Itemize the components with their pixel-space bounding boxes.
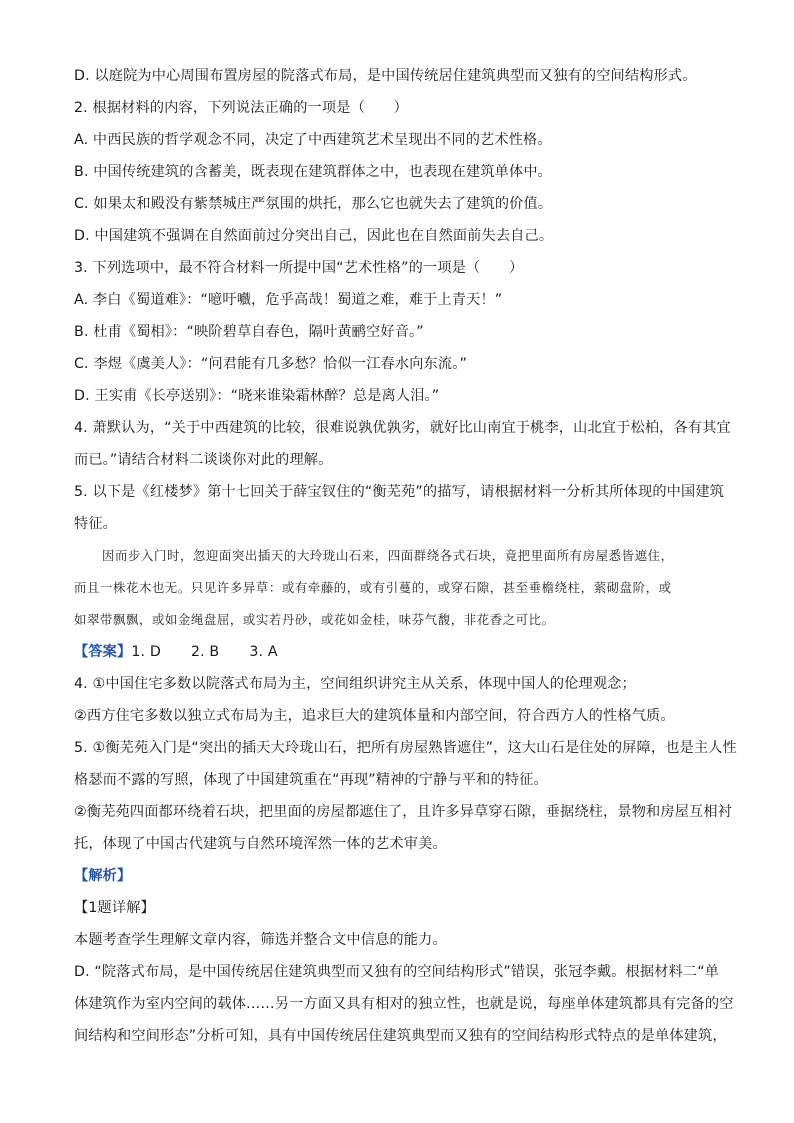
analysis-line: D. “院落式布局，是中国传统居住建筑典型而又独有的空间结构形式”错误，张冠李戴。根据材料二“单 bbox=[74, 964, 720, 980]
question-text: 3. 下列选项中，最不符合材料一所提中国“艺术性格”的一项是（ ） bbox=[74, 260, 524, 276]
question-text: 5. 以下是《红楼梦》第十七回关于薛宝钗住的“衡芜苑”的描写，请根据材料一分析其所体现的中国建筑 bbox=[74, 484, 725, 500]
option-text: C. 如果太和殿没有紫禁城庄严氛围的烘托，那么它也就失去了建筑的价值。 bbox=[74, 196, 553, 212]
answer-line: 5. ①衡芜苑入门是“突出的插天大玲珑山石，把所有房屋熟皆遮住”，这大山石是住处的屏障，也是主人性 bbox=[74, 740, 737, 756]
option-text: D. 王实甫《长亭送别》：“晓来谁染霜林醉？总是离人泪。” bbox=[74, 388, 440, 404]
quoted-passage-line: 而且一株花木也无。只见许多异草：或有牵藤的，或有引蔓的，或穿石隙，甚至垂檐绕柱，萦砌盘阶，或 bbox=[74, 580, 672, 595]
option-text: C. 李煜《虞美人》：“问君能有几多愁？恰似一江春水向东流。” bbox=[74, 356, 467, 372]
option-text: A. 李白《蜀道难》：“噫吁嚱，危乎高哉！蜀道之难，难于上青天！” bbox=[74, 292, 503, 308]
question-text: 4. 萧默认为，“关于中西建筑的比较，很难说孰优孰劣，就好比山南宜于桃李，山北宜于松柏，各有其宜 bbox=[74, 420, 731, 436]
analysis-line: 体建筑作为室内空间的载体……另一方面又具有相对的独立性，也就是说，每座单体建筑都具有完备的空 bbox=[74, 996, 734, 1012]
answer-item: 3. A bbox=[249, 644, 278, 660]
question-text: 而已。”请结合材料二谈谈你对此的理解。 bbox=[74, 452, 333, 468]
answer-line: ②衡芜苑四面都环绕着石块，把里面的房屋都遮住了，且许多异草穿石隙，垂据绕柱，景物和房屋互相衬 bbox=[74, 804, 733, 820]
question-text: 2. 根据材料的内容，下列说法正确的一项是（ ） bbox=[74, 100, 408, 116]
quoted-passage-line: 如翠带飘飘，或如金绳盘屈，或实若丹砂，或花如金桂，味芬气馥，非花香之可比。 bbox=[74, 612, 555, 627]
analysis-header bbox=[74, 860, 724, 892]
answer-line: ②西方住宅多数以独立式布局为主，追求巨大的建筑体量和内部空间，符合西方人的性格气质。 bbox=[74, 708, 675, 724]
analysis-line: 本题考查学生理解文章内容，筛选并整合文中信息的能力。 bbox=[74, 932, 447, 948]
answer-item: 2. B bbox=[190, 644, 220, 660]
document-page bbox=[74, 60, 737, 1052]
answer-line: 格瑟而不露的写照，体现了中国建筑重在“再现”精神的宁静与平和的特征。 bbox=[74, 772, 548, 788]
analysis-tag: 【解析】 bbox=[74, 868, 132, 884]
analysis-line: 间结构和空间形态”分析可知，具有中国传统居住建筑典型而又独有的空间结构形式特点的是单体建筑， bbox=[74, 1028, 727, 1044]
question-text: 特征。 bbox=[74, 516, 118, 532]
option-text: D. 中国建筑不强调在自然面前过分突出自己，因此也在自然面前失去自己。 bbox=[74, 228, 554, 244]
option-text: B. 杜甫《蜀相》：“映阶碧草自春色，隔叶黄鹂空好音。” bbox=[74, 324, 424, 340]
quoted-passage-line: 因而步入门时，忽迎面突出插天的大玲珑山石来，四面群绕各式石块，竟把里面所有房屋悉皆遮住， bbox=[102, 548, 674, 563]
answer-tag: 【答案】 bbox=[74, 644, 132, 660]
answer-header bbox=[74, 636, 724, 668]
answer-line: 托，体现了中国古代建筑与自然环境浑然一体的艺术审美。 bbox=[74, 836, 447, 852]
option-text: B. 中国传统建筑的含蓄美，既表现在建筑群体之中，也表现在建筑单体中。 bbox=[74, 164, 553, 180]
answer-line: 4. ①中国住宅多数以院落式布局为主，空间组织讲究主从关系，体现中国人的伦理观念； bbox=[74, 676, 636, 692]
answer-item: 1. D bbox=[131, 644, 161, 660]
option-text: A. 中西民族的哲学观念不同，决定了中西建筑艺术呈现出不同的艺术性格。 bbox=[74, 132, 552, 148]
option-text: D. 以庭院为中心周围布置房屋的院落式布局，是中国传统居住建筑典型而又独有的空间结构形式。 bbox=[74, 68, 697, 84]
detail-header: 【1题详解】 bbox=[74, 900, 155, 916]
